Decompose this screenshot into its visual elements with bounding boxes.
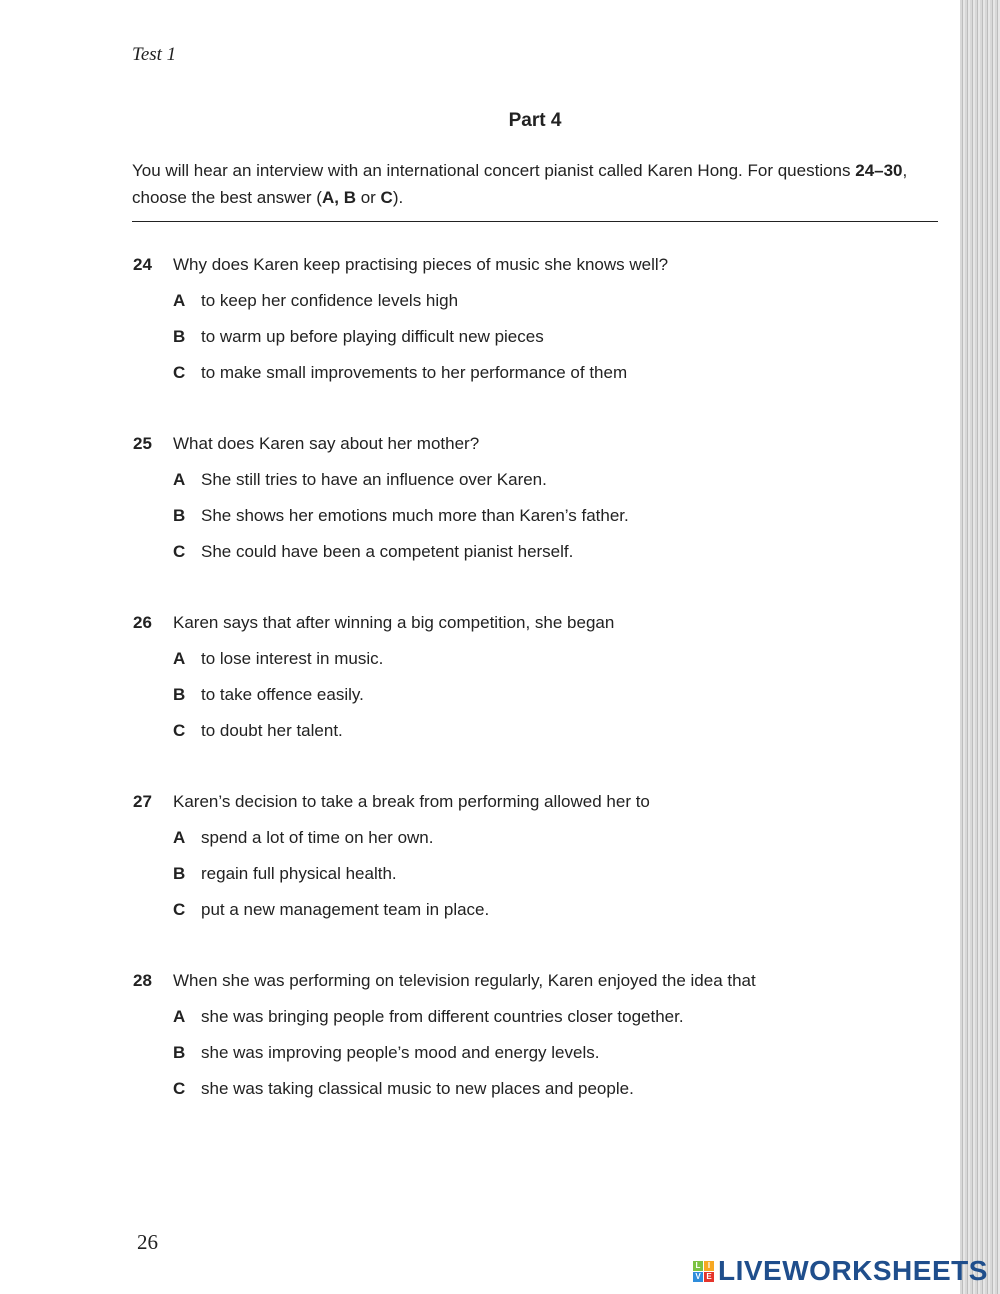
- question-number: 26: [133, 613, 152, 632]
- option-text: she was taking classical music to new places and people.: [201, 1079, 634, 1098]
- option-text: to doubt her talent.: [201, 721, 343, 740]
- option-a[interactable]: [133, 291, 933, 327]
- option-c[interactable]: [133, 363, 933, 399]
- question-stem: [133, 434, 933, 470]
- option-letter: B: [173, 864, 186, 883]
- question-stem: [133, 971, 933, 1007]
- question-25: [133, 434, 933, 578]
- question-text: When she was performing on television regularly, Karen enjoyed the idea that: [173, 971, 756, 990]
- instr-c: C: [380, 188, 393, 207]
- option-letter: C: [173, 900, 186, 919]
- option-b[interactable]: [133, 506, 933, 542]
- logo-text: LIVEWORKSHEETS: [718, 1255, 988, 1286]
- option-text: to warm up before playing difficult new pieces: [201, 327, 544, 346]
- instr-a: A: [321, 188, 335, 207]
- instructions: [132, 157, 942, 211]
- question-text: Why does Karen keep practising pieces of music she knows well?: [173, 255, 669, 274]
- option-letter: B: [173, 327, 186, 346]
- option-letter: A: [173, 1007, 186, 1026]
- option-text: She could have been a competent pianist herself.: [201, 542, 574, 561]
- option-a[interactable]: [133, 649, 933, 685]
- option-a[interactable]: [133, 470, 933, 506]
- page-number: 26: [137, 1230, 158, 1254]
- question-text: Karen’s decision to take a break from performing allowed her to: [173, 792, 650, 811]
- option-letter: C: [173, 542, 186, 561]
- instr-range: 24–30: [855, 161, 903, 180]
- option-text: to lose interest in music.: [201, 649, 384, 668]
- question-number: 28: [133, 971, 152, 990]
- option-b[interactable]: [133, 685, 933, 721]
- question-stem: [133, 613, 933, 649]
- option-a[interactable]: [133, 828, 933, 864]
- option-c[interactable]: [133, 900, 933, 936]
- option-b[interactable]: [133, 864, 933, 900]
- question-24: [133, 255, 933, 399]
- option-letter: A: [173, 828, 186, 847]
- option-text: She shows her emotions much more than Karen’s father.: [201, 506, 629, 525]
- instr-sep: or: [355, 188, 381, 207]
- option-letter: B: [173, 506, 186, 525]
- instr-b: B: [343, 188, 356, 207]
- option-c[interactable]: [133, 721, 933, 757]
- option-letter: A: [173, 470, 186, 489]
- option-c[interactable]: [133, 542, 933, 578]
- logo-icon: [693, 1261, 714, 1282]
- option-text: She still tries to have an influence over Karen.: [201, 470, 547, 489]
- question-stem: [133, 792, 933, 828]
- part-title: Part 4: [508, 110, 562, 131]
- option-text: to make small improvements to her performance of them: [201, 363, 628, 382]
- question-text: What does Karen say about her mother?: [173, 434, 480, 453]
- question-stem: [133, 255, 933, 291]
- option-letter: B: [173, 685, 186, 704]
- option-letter: C: [173, 363, 186, 382]
- option-a[interactable]: [133, 1007, 933, 1043]
- option-b[interactable]: [133, 1043, 933, 1079]
- option-b[interactable]: [133, 327, 933, 363]
- option-text: to keep her confidence levels high: [201, 291, 459, 310]
- question-26: [133, 613, 933, 757]
- instr-sep: ,: [334, 188, 344, 207]
- logo-letter: V: [693, 1272, 703, 1282]
- option-letter: B: [173, 1043, 186, 1062]
- logo-letter: E: [704, 1272, 714, 1282]
- question-27: [133, 792, 933, 936]
- option-text: put a new management team in place.: [201, 900, 490, 919]
- option-letter: C: [173, 721, 186, 740]
- option-text: regain full physical health.: [201, 864, 397, 883]
- option-text: to take offence easily.: [201, 685, 364, 704]
- option-letter: C: [173, 1079, 186, 1098]
- scan-edge: [960, 0, 1000, 1294]
- option-letter: A: [173, 649, 186, 668]
- question-number: 25: [133, 434, 152, 453]
- question-number: 27: [133, 792, 152, 811]
- instr-text: You will hear an interview with an international concert pianist called Karen Hong. For questions: [132, 161, 856, 180]
- question-number: 24: [133, 255, 152, 274]
- option-text: she was bringing people from different countries closer together.: [201, 1007, 684, 1026]
- question-text: Karen says that after winning a big competition, she began: [173, 613, 615, 632]
- divider: [132, 221, 938, 222]
- instr-text: ).: [392, 188, 404, 207]
- instr-text: , choose the best answer (: [132, 161, 908, 207]
- option-letter: A: [173, 291, 186, 310]
- liveworksheets-logo: [693, 1255, 988, 1287]
- option-c[interactable]: [133, 1079, 933, 1115]
- logo-letter: L: [693, 1261, 703, 1271]
- running-title: Test 1: [132, 44, 177, 65]
- option-text: spend a lot of time on her own.: [201, 828, 434, 847]
- logo-letter: I: [704, 1261, 714, 1271]
- question-28: [133, 971, 933, 1115]
- option-text: she was improving people’s mood and energy levels.: [201, 1043, 600, 1062]
